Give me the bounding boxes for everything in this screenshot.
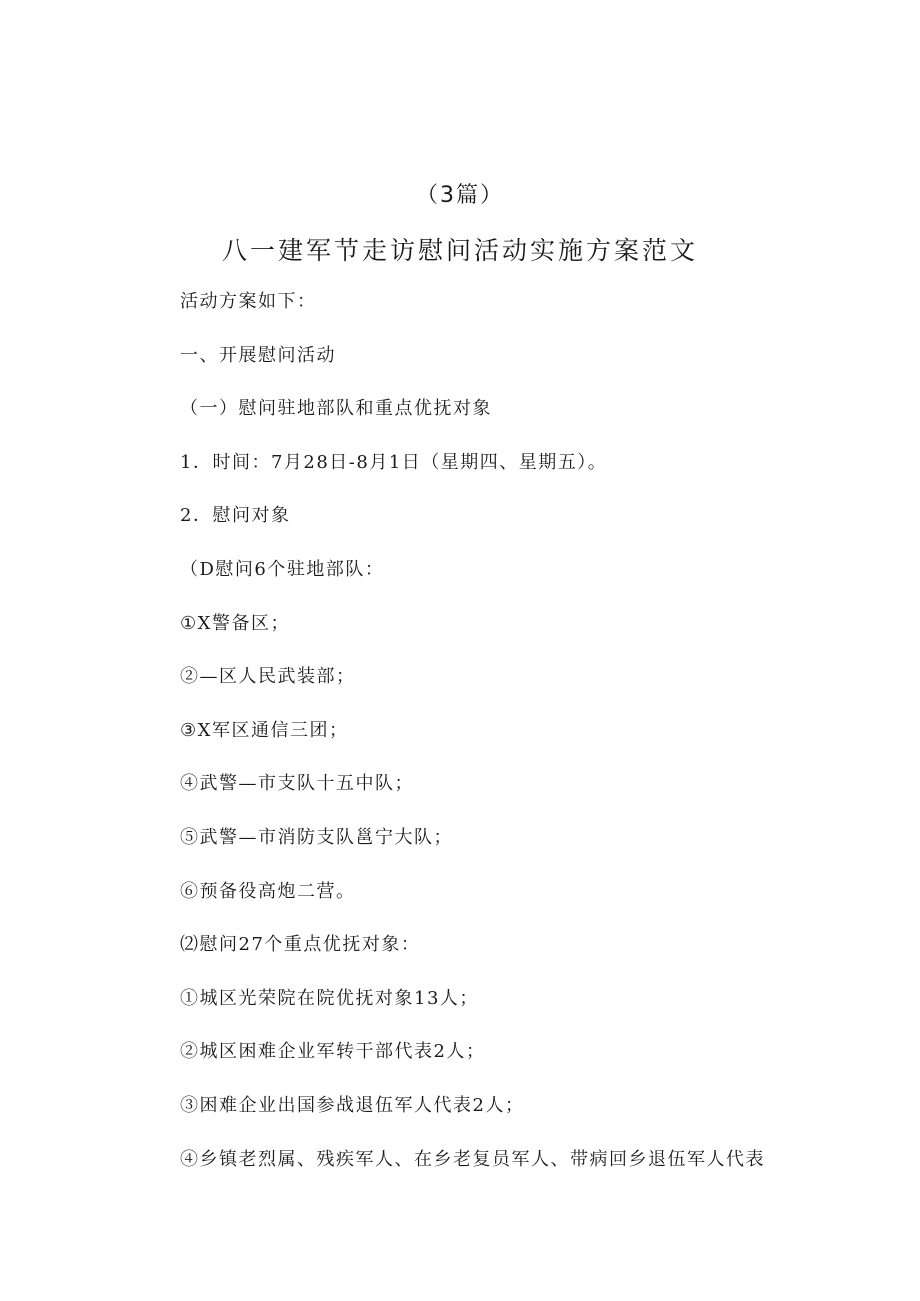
body-line: ①X警备区；: [180, 612, 290, 634]
body-line: （D慰问6个驻地部队：: [180, 558, 385, 580]
body-line: ①城区光荣院在院优抚对象13人；: [180, 987, 479, 1009]
body-line: 1．时间：7月28日-8月1日（星期四、星期五）。: [180, 451, 608, 473]
document-body: [180, 287, 820, 1198]
body-line: ⑵慰问27个重点优抚对象：: [180, 934, 421, 956]
body-line: ⑤武警—市消防支队邕宁大队；: [180, 826, 453, 848]
body-line: ④乡镇老烈属、残疾军人、在乡老复员军人、带病回乡退伍军人代表: [180, 1148, 765, 1170]
document-title: 八一建军节走访慰问活动实施方案范文: [221, 236, 698, 265]
body-line: ②城区困难企业军转干部代表2人；: [180, 1041, 486, 1063]
body-line: ③困难企业出国参战退伍军人代表2人；: [180, 1094, 525, 1116]
body-line: 一、开展慰问活动: [180, 344, 336, 366]
body-line: （一）慰问驻地部队和重点优抚对象: [180, 398, 492, 420]
body-line: 活动方案如下：: [180, 291, 317, 312]
body-line: 2．慰问对象: [180, 505, 291, 527]
body-line: ⑥预备役高炮二营。: [180, 880, 356, 902]
body-line: ②—区人民武装部；: [180, 666, 356, 688]
document-subtitle: （3篇）: [416, 183, 504, 208]
body-line: ④武警—市支队十五中队；: [180, 773, 414, 795]
body-line: ③X军区通信三团；: [180, 719, 349, 741]
